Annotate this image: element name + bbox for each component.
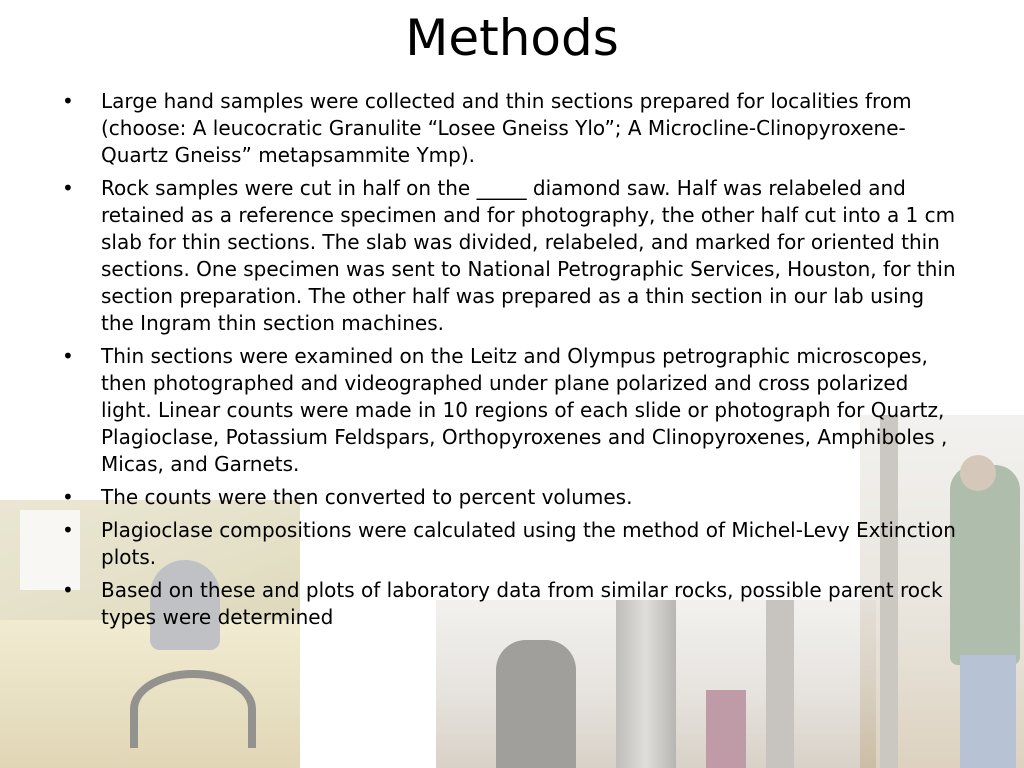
bullet-text: Rock samples were cut in half on the _____ diamond saw. Half was relabeled and retained as a reference specimen and for photography, the other half cut into a 1 cm slab for thin sections. The slab was divided, relabeled, and marked for oriented thin sections. One specimen was sent to National Petrographic Services, Houston, for thin section preparation. The other half was prepared as a thin section in our lab using the Ingram thin section machines. — [101, 176, 956, 335]
bullet-text: Thin sections were examined on the Leitz and Olympus petrographic microscopes, then photographed and videographed under plane polarized and cross polarized light. Linear counts were made in 10 regions of each slide or photograph for Quartz, Plagioclase, Potassium Feldspars, Orthopyroxenes and Clinopyroxenes, Amphiboles , Micas, and Garnets. — [101, 344, 948, 476]
bullet-icon: • — [62, 176, 74, 200]
bullet-text: Based on these and plots of laboratory data from similar rocks, possible parent rock types were determined — [101, 578, 943, 629]
bullet-text: Large hand samples were collected and thin sections prepared for localities from (choose: A leucocratic Granulite “Losee Gneiss Ylo”; A Microcline-Clinopyroxene-Quartz Gneiss” metapsammite Ymp). — [101, 89, 912, 167]
bullet-icon: • — [62, 344, 74, 368]
forest-person — [496, 640, 576, 768]
field-geologist-legs — [960, 655, 1016, 768]
field-geologist-head — [960, 455, 996, 491]
bullet-item — [62, 88, 962, 169]
bullet-icon: • — [62, 518, 74, 542]
bullet-item — [62, 517, 962, 571]
forest-person-2 — [706, 690, 746, 768]
bullet-icon: • — [62, 578, 74, 602]
bullet-text: The counts were then converted to percent volumes. — [101, 485, 633, 509]
bullet-item — [62, 577, 962, 631]
bullet-item — [62, 175, 962, 337]
bullet-list — [62, 88, 962, 637]
bullet-icon: • — [62, 89, 74, 113]
bullet-icon: • — [62, 485, 74, 509]
bullet-item — [62, 343, 962, 478]
bullet-item — [62, 484, 962, 511]
microscope — [130, 670, 256, 748]
bullet-text: Plagioclase compositions were calculated using the method of Michel-Levy Extinction plots. — [101, 518, 956, 569]
slide-title: Methods — [405, 9, 619, 67]
